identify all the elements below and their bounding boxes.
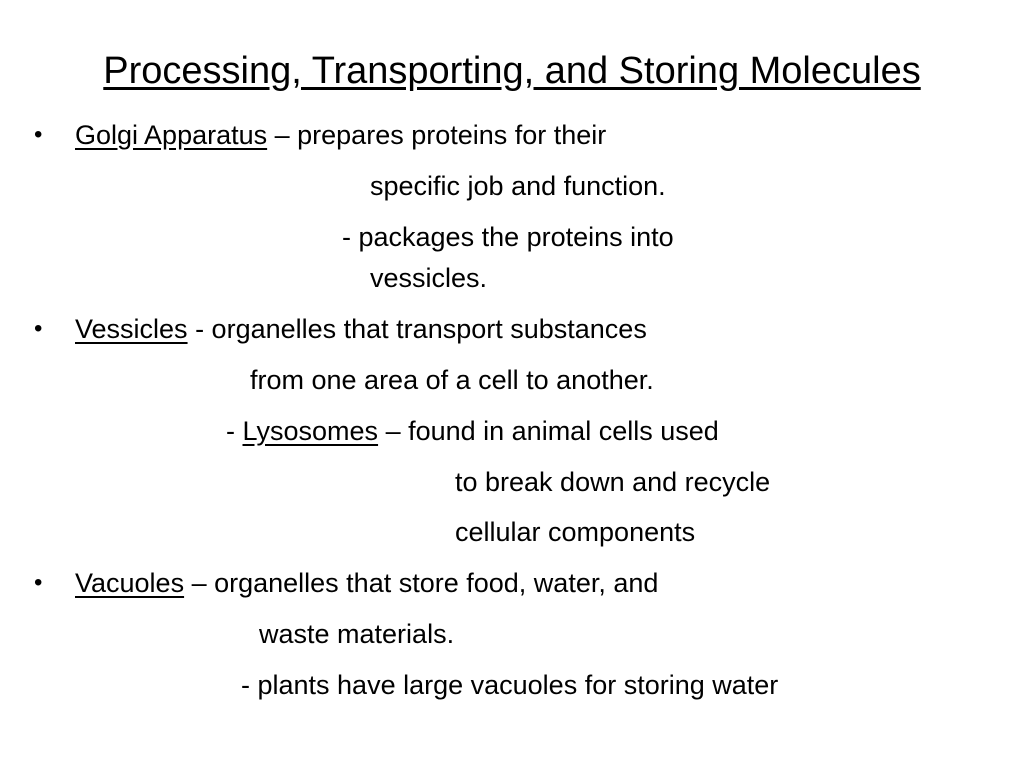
slide-title: Processing, Transporting, and Storing Molecules bbox=[103, 50, 921, 92]
lysosomes-description: – found in animal cells used bbox=[378, 416, 719, 446]
term-lysosomes: Lysosomes bbox=[242, 416, 379, 446]
golgi-line-2: - packages the proteins into bbox=[342, 222, 674, 252]
golgi-line-1: specific job and function. bbox=[370, 171, 666, 201]
golgi-line-3: vessicles. bbox=[370, 263, 488, 293]
term-golgi-apparatus: Golgi Apparatus bbox=[75, 120, 268, 150]
vacuoles-line-1: waste materials. bbox=[259, 619, 455, 649]
vacuoles-description: – organelles that store food, water, and bbox=[184, 568, 659, 598]
vessicles-line-1: from one area of a cell to another. bbox=[250, 365, 654, 395]
vessicles-description: - organelles that transport substances bbox=[187, 314, 647, 344]
vessicles-heading-line bbox=[75, 312, 647, 346]
vacuoles-line-2: - plants have large vacuoles for storing water bbox=[241, 670, 779, 700]
golgi-description: – prepares proteins for their bbox=[267, 120, 607, 150]
term-vacuoles: Vacuoles bbox=[75, 568, 185, 598]
bullet-icon: • bbox=[34, 569, 43, 596]
lysosomes-line-2: cellular components bbox=[455, 517, 696, 547]
vacuoles-heading-line bbox=[75, 566, 658, 600]
bullet-icon: • bbox=[34, 315, 43, 342]
lysosomes-prefix: - bbox=[226, 416, 243, 446]
bullet-icon: • bbox=[34, 121, 43, 148]
lysosomes-line-1: to break down and recycle bbox=[455, 467, 771, 497]
lysosomes-line bbox=[226, 414, 719, 448]
term-vessicles: Vessicles bbox=[75, 314, 188, 344]
golgi-heading-line bbox=[75, 118, 606, 152]
